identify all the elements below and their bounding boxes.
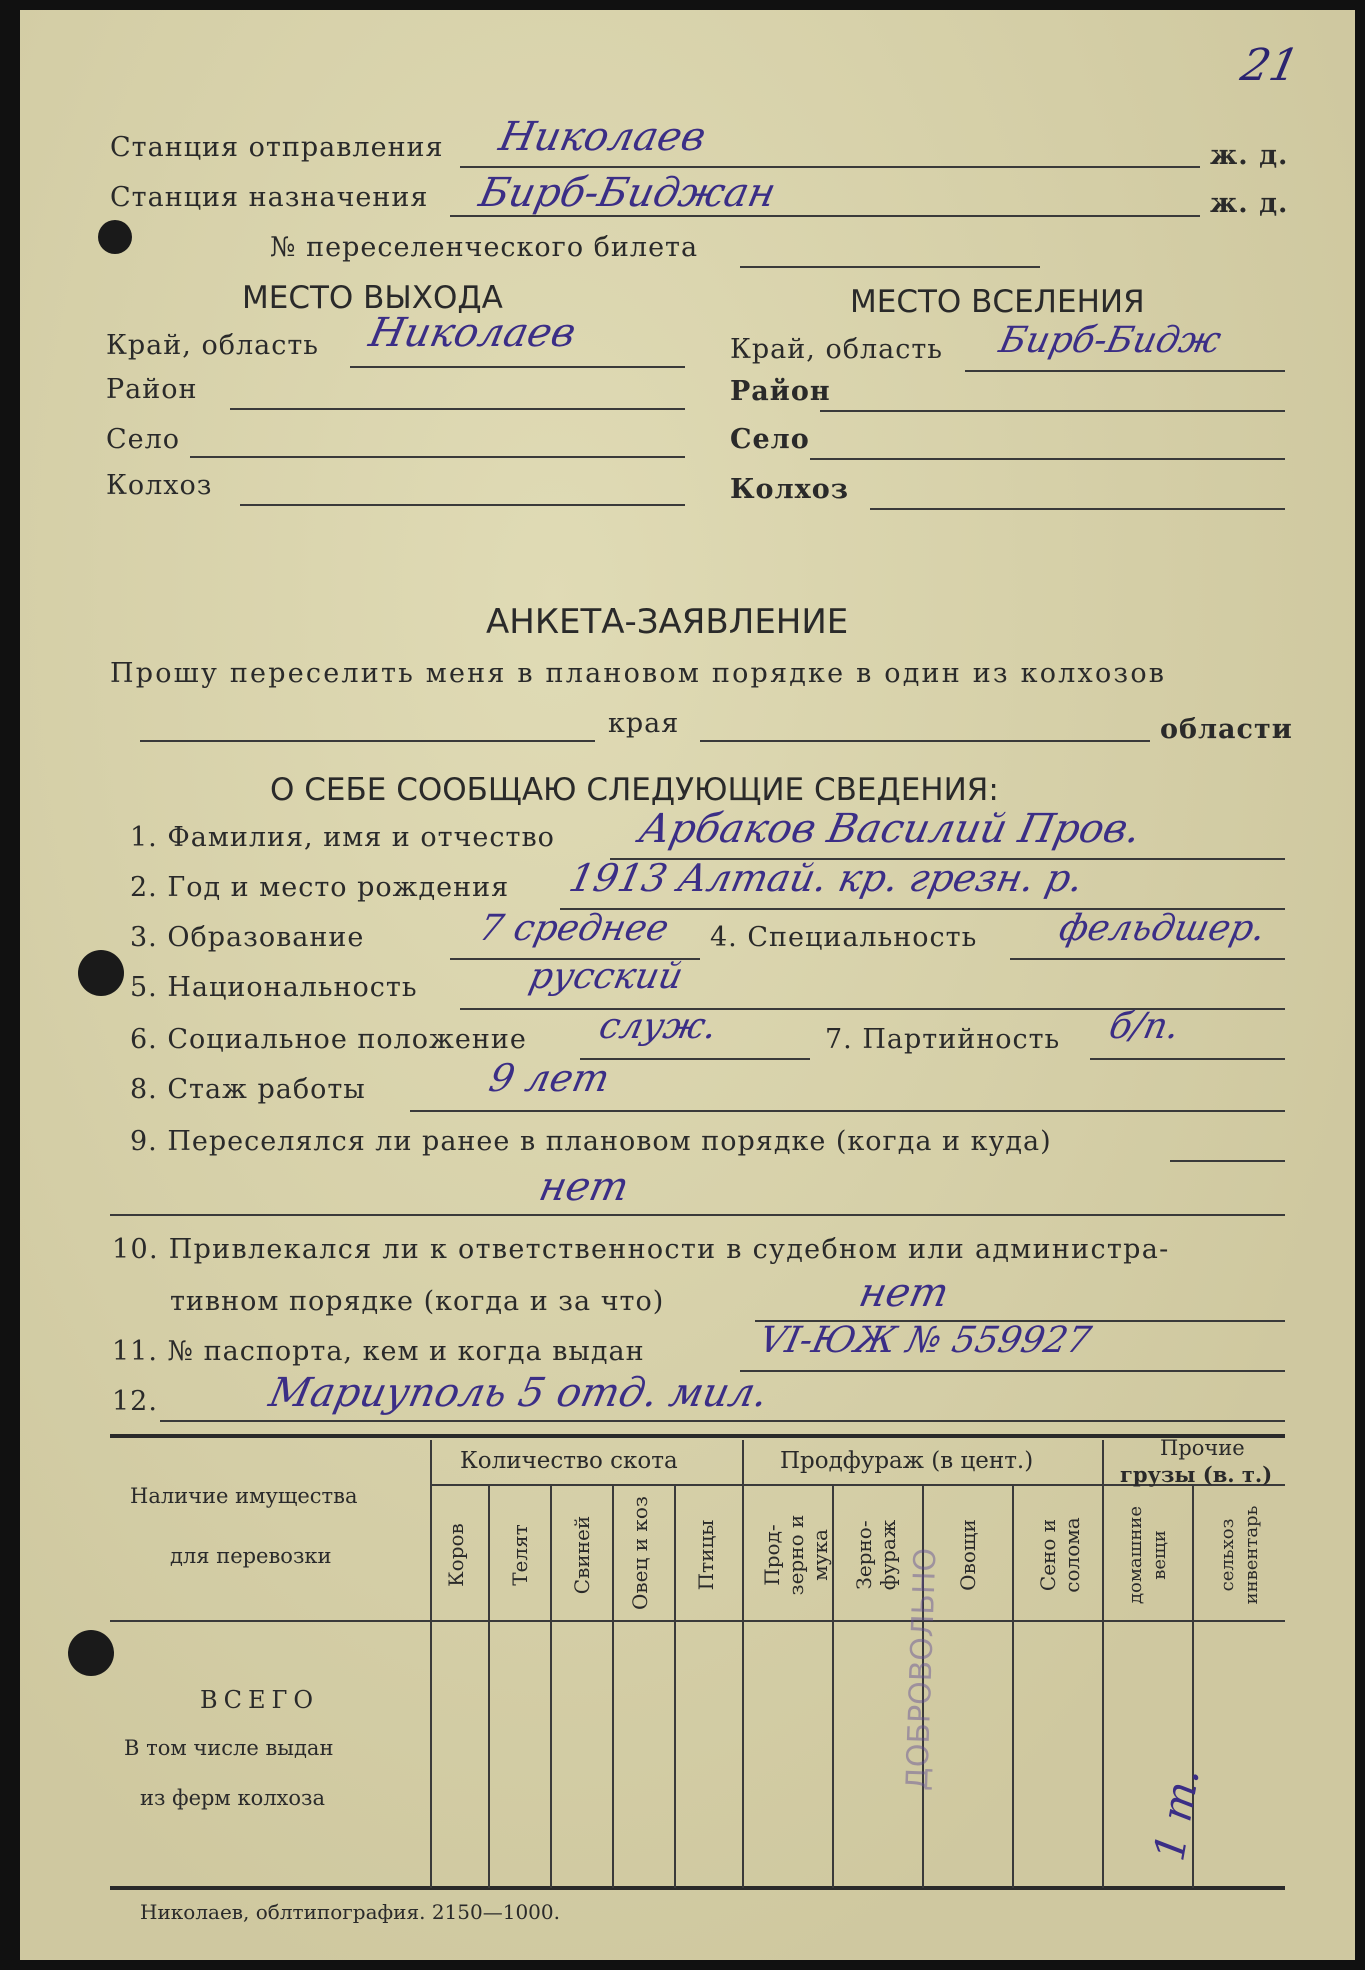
property-label-b: для перевозки [170, 1544, 332, 1568]
column-poultry: Птицы [694, 1519, 718, 1591]
ticket-label: № переселенческого билета [270, 232, 699, 263]
settlement-district-label: Район [730, 376, 831, 407]
request-krai: края [608, 708, 680, 739]
table-vline-0 [430, 1440, 432, 1888]
form-title: АНКЕТА-ЗАЯВЛЕНИЕ [486, 602, 849, 642]
origin-heading: МЕСТО ВЫХОДА [242, 280, 503, 316]
table-bottom-rule [110, 1886, 1285, 1890]
column-hay-straw: Сено и солома [1036, 1517, 1084, 1593]
origin-kolkhoz-line [240, 504, 685, 506]
other-header-b: грузы (в. т.) [1120, 1462, 1273, 1487]
column-farm-tools: сельхоз инвентарь [1217, 1505, 1262, 1605]
info-heading: О СЕБЕ СООБЩАЮ СЛЕДУЮЩИЕ СВЕДЕНИЯ: [270, 772, 999, 808]
departure-suffix: ж. д. [1210, 140, 1289, 171]
field-6-value: служ. [595, 1006, 721, 1047]
including-label-b: из ферм колхоза [140, 1786, 326, 1810]
column-grain-flour: Прод-зерно и мука [760, 1514, 832, 1596]
column-vegetables: Овощи [956, 1519, 980, 1591]
settlement-region-value: Бирб-Бидж [995, 320, 1225, 361]
table-vline-8 [1012, 1486, 1014, 1888]
destination-label: Станция назначения [110, 182, 429, 213]
field-12-value: Мариуполь 5 отд. мил. [265, 1370, 773, 1416]
field-11-line [740, 1370, 1285, 1372]
settlement-heading: МЕСТО ВСЕЛЕНИЯ [850, 284, 1145, 320]
origin-district-label: Район [106, 374, 198, 405]
field-9-value: нет [535, 1164, 633, 1210]
document-sheet [20, 10, 1355, 1960]
field-11-value: VI-ЮЖ № 559927 [755, 1320, 1095, 1361]
table-vline-1 [488, 1486, 490, 1888]
household-value: 1 т. [1144, 1764, 1209, 1865]
field-4-label: 4. Специальность [710, 922, 978, 953]
table-vline-9 [1102, 1440, 1104, 1888]
column-grain-fodder: Зерно-фураж [852, 1519, 900, 1591]
field-7-value: б/п. [1105, 1006, 1184, 1047]
field-2-label: 2. Год и место рождения [130, 872, 510, 903]
field-9-label: 9. Переселялся ли ранее в плановом порядке (когда и куда) [130, 1126, 1052, 1157]
field-10-value: нет [855, 1270, 953, 1316]
property-label-a: Наличие имущества [130, 1484, 358, 1508]
field-12-label: 12. [112, 1386, 158, 1417]
field-12-line [160, 1420, 1285, 1422]
other-header-a: Прочие [1160, 1436, 1245, 1460]
stamp-mark: ДОБРОВОЛЬНО [900, 1547, 944, 1792]
destination-value: Бирб-Биджан [475, 170, 780, 216]
livestock-header: Количество скота [460, 1448, 678, 1474]
table-vline-2 [550, 1486, 552, 1888]
table-vline-6 [832, 1486, 834, 1888]
column-cows: Коров [444, 1523, 468, 1587]
departure-line [460, 166, 1200, 168]
settlement-village-line [810, 458, 1285, 460]
origin-district-line [230, 408, 685, 410]
column-calves: Телят [508, 1524, 532, 1586]
settlement-district-line [820, 410, 1285, 412]
settlement-village-label: Село [730, 424, 810, 455]
field-8-line [410, 1110, 1285, 1112]
request-krai-line [140, 740, 595, 742]
destination-suffix: ж. д. [1210, 188, 1289, 219]
field-9-line-a [1170, 1160, 1285, 1162]
field-7-line [1090, 1058, 1285, 1060]
punch-hole-top [98, 220, 132, 254]
field-4-line [1010, 958, 1285, 960]
total-label: ВСЕГО [200, 1686, 320, 1714]
column-household: домашние вещи [1125, 1505, 1170, 1605]
field-9-line-b [110, 1214, 1285, 1216]
settlement-kolkhoz-line [870, 508, 1285, 510]
table-vline-4 [674, 1486, 676, 1888]
field-6-label: 6. Социальное положение [130, 1024, 527, 1055]
field-8-label: 8. Стаж работы [130, 1074, 366, 1105]
page-number: 21 [1236, 40, 1304, 91]
settlement-region-label: Край, область [730, 334, 943, 365]
punch-hole-middle [78, 950, 124, 996]
punch-hole-bottom [68, 1630, 114, 1676]
column-sheep-goats: Овец и коз [628, 1496, 652, 1610]
field-11-label: 11. № паспорта, кем и когда выдан [112, 1336, 645, 1367]
field-5-label: 5. Национальность [130, 972, 418, 1003]
departure-value: Николаев [495, 114, 710, 160]
field-8-value: 9 лет [485, 1056, 614, 1100]
field-4-value: фельдшер. [1055, 908, 1270, 949]
origin-region-line [350, 366, 685, 368]
origin-region-label: Край, область [106, 330, 319, 361]
table-top-rule [110, 1434, 1285, 1438]
column-pigs: Свиней [570, 1515, 594, 1595]
field-1-value: Арбаков Василий Пров. [635, 806, 1145, 852]
field-7-label: 7. Партийность [825, 1024, 1061, 1055]
origin-region-value: Николаев [365, 310, 580, 356]
settlement-region-line [965, 370, 1285, 372]
request-oblast: области [1160, 714, 1293, 745]
field-5-value: русский [525, 956, 687, 997]
origin-village-line [190, 456, 685, 458]
table-vline-3 [612, 1486, 614, 1888]
settlement-kolkhoz-label: Колхоз [730, 474, 849, 505]
request-oblast-line [700, 740, 1150, 742]
table-vline-5 [742, 1440, 744, 1888]
field-10-label-a: 10. Привлекался ли к ответственности в судебном или администра- [112, 1234, 1170, 1265]
origin-kolkhoz-label: Колхоз [106, 470, 213, 501]
field-6-line [580, 1058, 810, 1060]
including-label-a: В том числе выдан [124, 1736, 334, 1760]
ticket-line [740, 266, 1040, 268]
printer-imprint: Николаев, облтипография. 2150—1000. [140, 1900, 560, 1924]
origin-village-label: Село [106, 424, 181, 455]
request-line-1: Прошу переселить меня в плановом порядке в один из колхозов [110, 658, 1167, 689]
field-10-label-b: тивном порядке (когда и за что) [170, 1286, 665, 1317]
field-1-label: 1. Фамилия, имя и отчество [130, 822, 555, 853]
field-3-value: 7 среднее [475, 908, 673, 949]
field-3-label: 3. Образование [130, 922, 365, 953]
departure-label: Станция отправления [110, 132, 444, 163]
fodder-header: Продфураж (в цент.) [780, 1448, 1034, 1474]
field-2-value: 1913 Алтай. кр. грезн. р. [565, 856, 1088, 900]
table-header-bottom [110, 1620, 1285, 1622]
